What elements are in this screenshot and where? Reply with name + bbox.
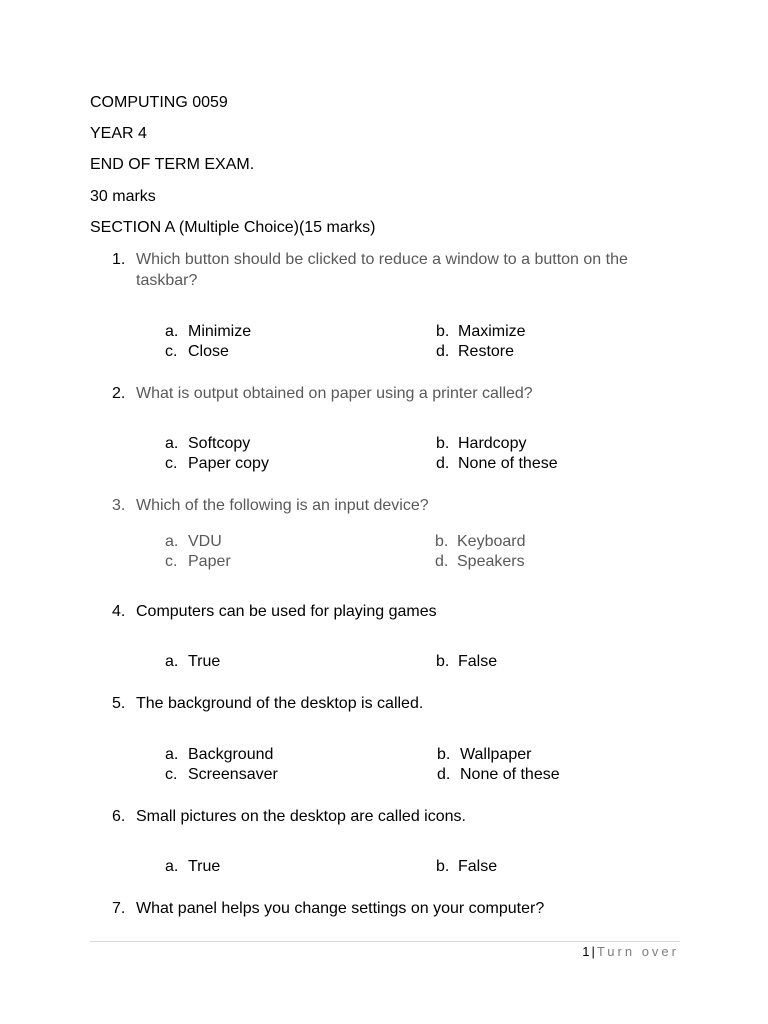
option-text: False — [458, 858, 498, 875]
option-text: Close — [188, 343, 229, 360]
question-text: The background of the desktop is called. — [136, 695, 424, 712]
question-text: Which of the following is an input device? — [136, 497, 429, 514]
option-letter: d. — [436, 343, 450, 360]
option-text: Restore — [458, 343, 515, 360]
option-text: True — [188, 653, 221, 670]
page-footer — [582, 944, 679, 960]
option-text: None of these — [460, 766, 560, 783]
option-text: Minimize — [188, 323, 252, 340]
option-letter: c. — [165, 766, 178, 783]
course-title: COMPUTING 0059 — [90, 94, 228, 111]
question-number: 2. — [112, 385, 126, 402]
question-number: 6. — [112, 808, 126, 825]
total-marks: 30 marks — [90, 188, 156, 205]
option-text: Paper — [188, 553, 231, 570]
option-letter: a. — [165, 746, 179, 763]
question-number: 1. — [112, 251, 126, 268]
year-label: YEAR 4 — [90, 125, 147, 142]
question-number: 5. — [112, 695, 126, 712]
option-text: Softcopy — [188, 435, 251, 452]
option-letter: c. — [165, 553, 178, 570]
question-text: Computers can be used for playing games — [136, 603, 437, 620]
page-number: 1 — [582, 944, 590, 959]
question-number: 7. — [112, 900, 126, 917]
exam-title: END OF TERM EXAM. — [90, 156, 255, 173]
option-letter: d. — [435, 553, 449, 570]
option-text: True — [188, 858, 221, 875]
footer-divider — [90, 941, 680, 942]
option-letter: b. — [436, 858, 450, 875]
option-letter: a. — [165, 323, 179, 340]
option-letter: c. — [165, 343, 178, 360]
question-text: What is output obtained on paper using a printer called? — [136, 385, 533, 402]
option-text: Paper copy — [188, 455, 269, 472]
option-text: Background — [188, 746, 274, 763]
option-text: None of these — [458, 455, 558, 472]
option-letter: d. — [437, 766, 451, 783]
option-text: Screensaver — [188, 766, 278, 783]
option-letter: a. — [165, 858, 179, 875]
option-letter: d. — [436, 455, 450, 472]
option-letter: a. — [165, 653, 179, 670]
question-text: Which button should be clicked to reduce a window to a button on the taskbar? — [136, 251, 628, 289]
question-number: 3. — [112, 497, 126, 514]
option-text: Hardcopy — [458, 435, 527, 452]
option-letter: b. — [437, 746, 451, 763]
question-text: What panel helps you change settings on your computer? — [136, 900, 545, 917]
option-letter: b. — [436, 435, 450, 452]
option-text: Maximize — [458, 323, 526, 340]
section-heading: SECTION A (Multiple Choice)(15 marks) — [90, 219, 376, 236]
option-text: Wallpaper — [460, 746, 532, 763]
option-letter: b. — [435, 533, 449, 550]
option-text: VDU — [188, 533, 222, 550]
footer-separator: | — [591, 944, 595, 959]
turn-over-label: Turn over — [596, 944, 679, 959]
option-text: Speakers — [457, 553, 525, 570]
option-letter: c. — [165, 455, 178, 472]
question-number: 4. — [112, 603, 126, 620]
option-letter: a. — [165, 435, 179, 452]
question-text: Small pictures on the desktop are called icons. — [136, 808, 466, 825]
option-text: False — [458, 653, 498, 670]
option-letter: a. — [165, 533, 179, 550]
option-text: Keyboard — [457, 533, 526, 550]
option-letter: b. — [436, 653, 450, 670]
option-letter: b. — [436, 323, 450, 340]
